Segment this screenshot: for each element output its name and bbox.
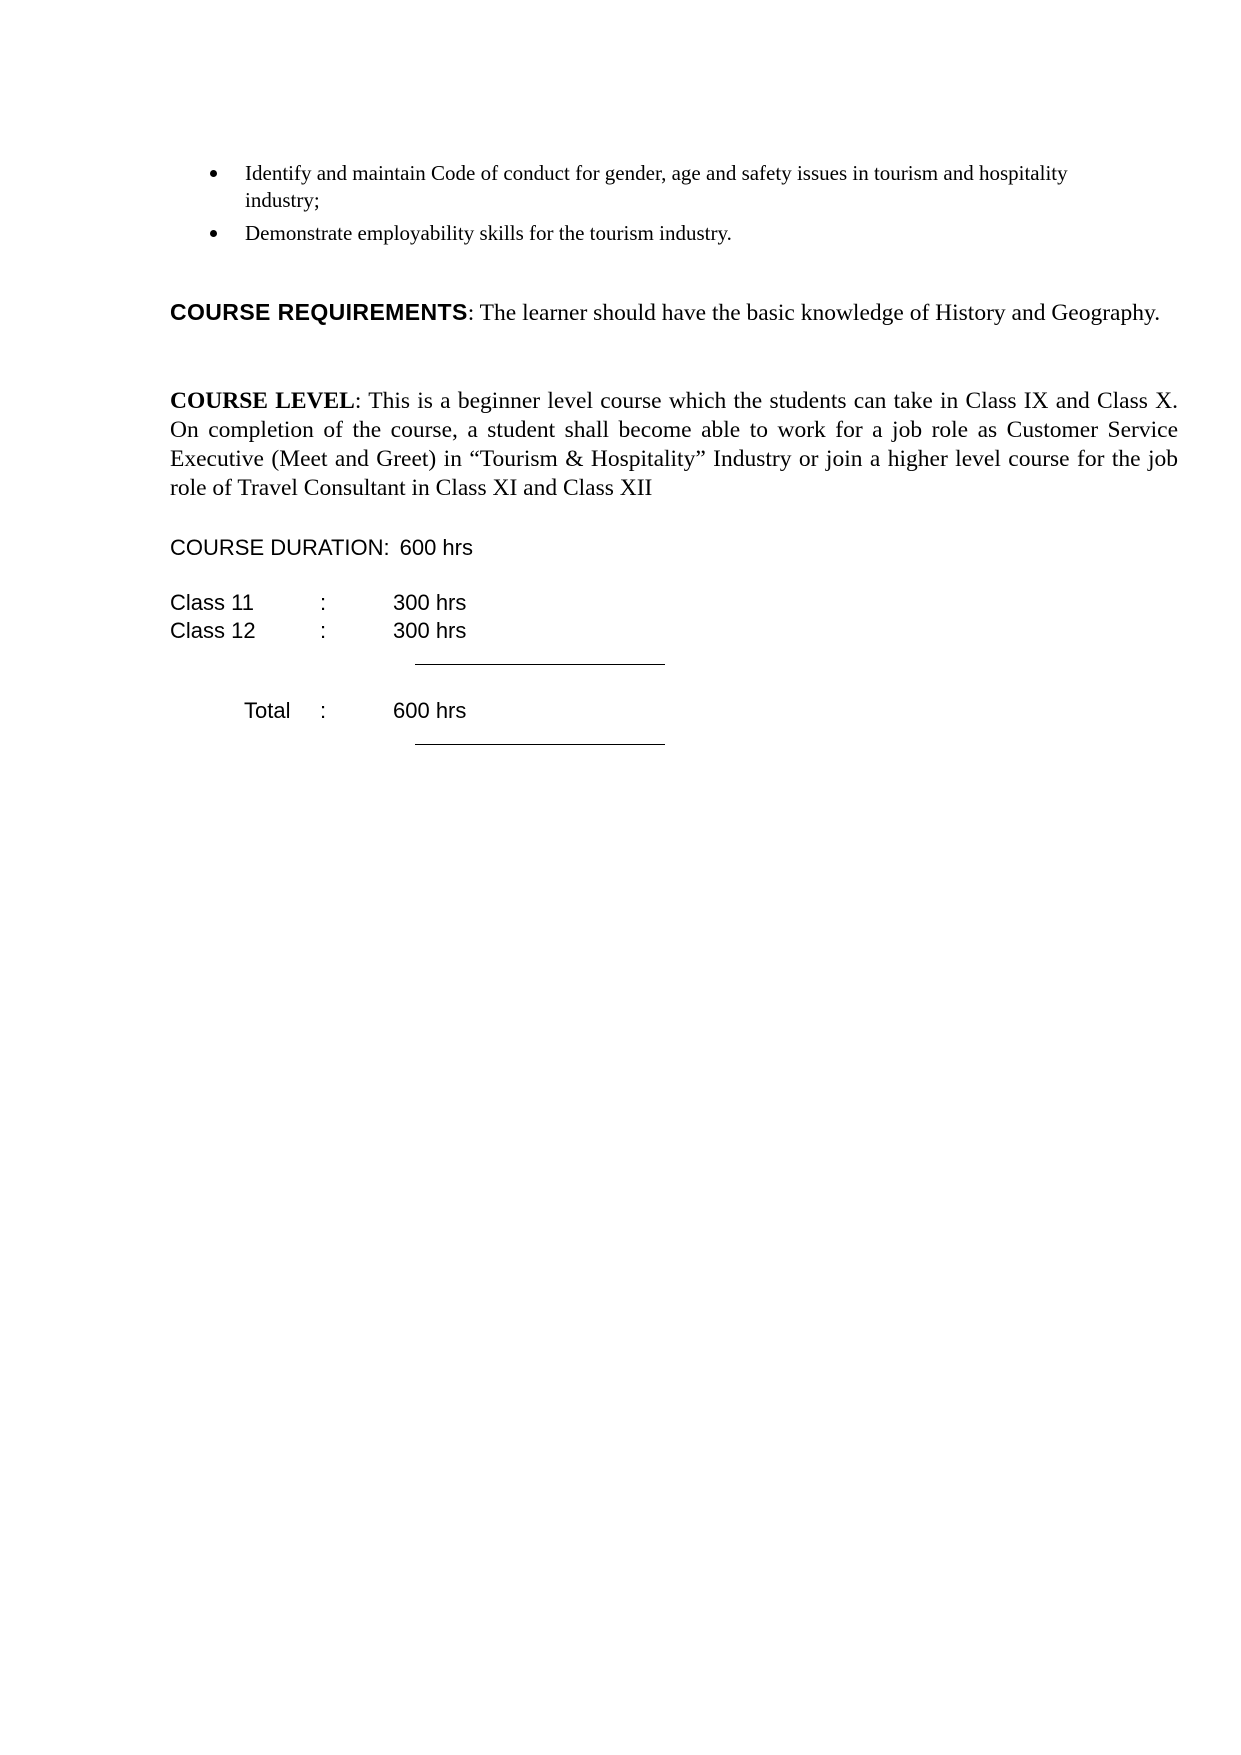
total-rule-bottom [415,744,665,745]
list-item-text: Demonstrate employability skills for the tourism industry. [245,221,732,245]
course-duration-value: 600 hrs [399,535,473,560]
total-separator: : [320,698,327,723]
class-11-hours: 300 hrs [393,590,467,615]
class-12-hours: 300 hrs [393,618,467,643]
course-level-paragraph [170,387,1178,503]
course-duration-line [170,534,473,562]
objectives-list [210,160,1110,253]
bullet-icon [210,230,217,237]
class-11-label: Class 11 [170,590,254,615]
course-requirements-heading: COURSE REQUIREMENTS [170,299,468,325]
bullet-icon [210,170,217,177]
course-level-heading: COURSE LEVEL [170,388,355,414]
list-item-text: Identify and maintain Code of conduct for gender, age and safety issues in tourism and hospitality industry; [245,161,1068,212]
course-requirements-paragraph [170,298,1178,328]
class-12-separator: : [320,618,327,643]
course-duration-label: COURSE DURATION: [170,535,390,560]
list-item [210,220,1110,247]
total-hours: 600 hrs [393,698,467,723]
total-label: Total [244,698,291,723]
class-12-label: Class 12 [170,618,256,643]
list-item [210,160,1110,214]
class-11-separator: : [320,590,327,615]
course-requirements-text: : The learner should have the basic knowledge of History and Geography. [467,300,1161,326]
course-level-text: : This is a beginner level course which the students can take in Class IX and Class X. On completion of the course, a student shall become able to work for a job role as Customer Service Executive (Meet and Greet) in “Tourism & Hospitality” Industry or join a higher level course for the job role of Travel Consultant in Class XI and Class XII [170,388,1178,501]
total-rule-top [415,664,665,665]
